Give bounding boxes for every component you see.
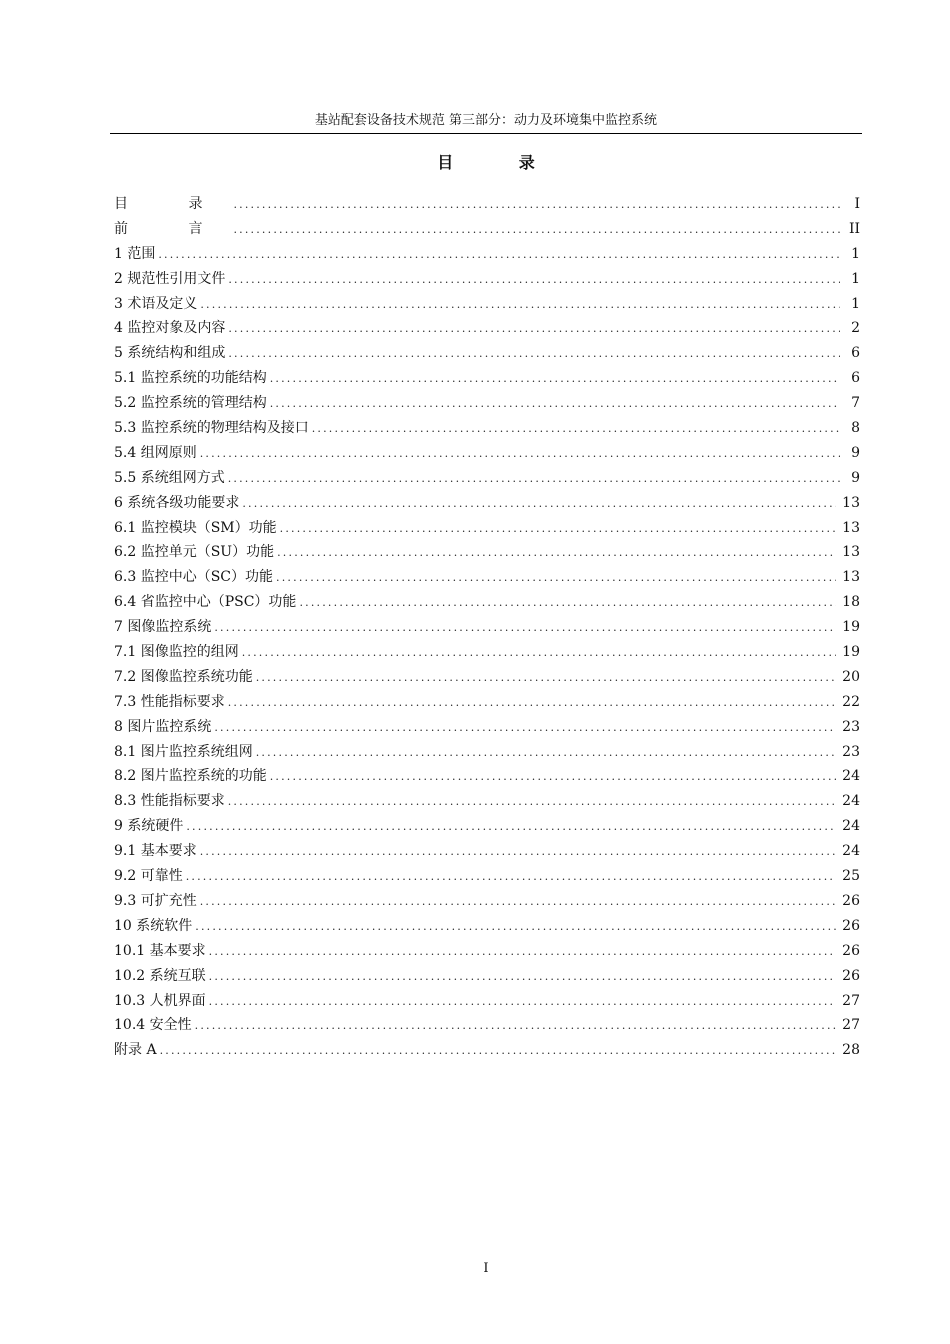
toc-entry-title: 6.1 监控模块（SM）功能 — [114, 519, 277, 536]
toc-dot-leader — [228, 790, 836, 814]
toc-entry-page-number: 24 — [842, 843, 860, 860]
toc-dot-leader — [186, 865, 836, 889]
toc-entry[interactable] — [114, 764, 860, 789]
toc-entry[interactable] — [114, 989, 860, 1014]
toc-entry-title: 7 图像监控系统 — [114, 619, 212, 636]
toc-entry-page-number: 8 — [851, 420, 860, 437]
toc-entry[interactable] — [114, 740, 860, 765]
toc-dot-leader — [200, 840, 836, 864]
toc-entry-page-number: 26 — [842, 942, 860, 959]
toc-entry-page-number: 13 — [842, 544, 860, 561]
toc-entry-title: 9.2 可靠性 — [114, 868, 183, 885]
toc-entry[interactable] — [114, 391, 860, 416]
toc-entry[interactable] — [114, 540, 860, 565]
toc-entry[interactable] — [114, 416, 860, 441]
toc-entry-page-number: 24 — [842, 793, 860, 810]
toc-entry[interactable] — [114, 466, 860, 491]
toc-dot-leader — [228, 691, 836, 715]
toc-entry-page-number: 27 — [842, 1017, 860, 1034]
toc-entry-page-number: 9 — [851, 469, 860, 486]
toc-entry-page-number: 26 — [842, 892, 860, 909]
toc-entry-page-number: 9 — [851, 444, 860, 461]
toc-dot-leader — [228, 467, 840, 491]
toc-entry[interactable] — [114, 1013, 860, 1038]
toc-entry[interactable] — [114, 615, 860, 640]
toc-entry[interactable] — [114, 715, 860, 740]
toc-entry-title: 5.5 系统组网方式 — [114, 469, 225, 486]
toc-dot-leader — [233, 193, 840, 217]
toc-dot-leader — [200, 293, 840, 317]
toc-dot-leader — [228, 268, 840, 292]
toc-dot-leader — [195, 915, 836, 939]
toc-dot-leader — [233, 218, 840, 242]
toc-entry[interactable] — [114, 292, 860, 317]
toc-entry[interactable] — [114, 889, 860, 914]
toc-entry-title: 目 录 — [114, 196, 231, 212]
toc-entry-title: 5.2 监控系统的管理结构 — [114, 395, 267, 412]
toc-entry-title: 5.4 组网原则 — [114, 444, 197, 461]
toc-entry-page-number: I — [854, 196, 860, 212]
toc-entry-page-number: 24 — [842, 818, 860, 835]
toc-entry[interactable] — [114, 441, 860, 466]
header-divider — [110, 133, 862, 134]
toc-dot-leader — [270, 367, 840, 391]
toc-entry-title: 8.2 图片监控系统的功能 — [114, 768, 267, 785]
toc-dot-leader — [186, 815, 836, 839]
toc-entry-page-number: 19 — [842, 644, 860, 661]
toc-entry[interactable] — [114, 914, 860, 939]
toc-entry[interactable] — [114, 814, 860, 839]
toc-entry-page-number: 1 — [851, 270, 860, 287]
toc-entry-title: 5.3 监控系统的物理结构及接口 — [114, 420, 309, 437]
toc-dot-leader — [158, 243, 840, 267]
toc-entry-title: 4 监控对象及内容 — [114, 320, 226, 337]
toc-entry-title: 10.3 人机界面 — [114, 992, 206, 1009]
toc-entry-title: 10.2 系统互联 — [114, 967, 206, 984]
toc-entry-title: 9 系统硬件 — [114, 818, 184, 835]
toc-entry[interactable] — [114, 516, 860, 541]
toc-entry-title: 5 系统结构和组成 — [114, 345, 226, 362]
toc-entry[interactable] — [114, 491, 860, 516]
toc-entry-title: 6.3 监控中心（SC）功能 — [114, 569, 274, 586]
toc-entry-title: 7.2 图像监控系统功能 — [114, 668, 253, 685]
toc-dot-leader — [276, 566, 836, 590]
toc-entry-title: 3 术语及定义 — [114, 295, 198, 312]
toc-dot-leader — [200, 442, 840, 466]
toc-entry[interactable] — [114, 789, 860, 814]
toc-entry-page-number: 18 — [842, 594, 860, 611]
toc-entry[interactable] — [114, 217, 860, 242]
toc-dot-leader — [209, 965, 837, 989]
toc-entry-page-number: 1 — [851, 245, 860, 262]
toc-dot-leader — [228, 317, 840, 341]
toc-entry[interactable] — [114, 939, 860, 964]
toc-entry[interactable] — [114, 839, 860, 864]
toc-entry-page-number: 13 — [842, 494, 860, 511]
toc-entry[interactable] — [114, 565, 860, 590]
toc-dot-leader — [277, 541, 836, 565]
toc-entry-title: 5.1 监控系统的功能结构 — [114, 370, 267, 387]
toc-entry-page-number: 19 — [842, 619, 860, 636]
toc-dot-leader — [270, 765, 836, 789]
toc-dot-leader — [299, 591, 836, 615]
toc-entry-page-number: 23 — [842, 718, 860, 735]
toc-dot-leader — [280, 517, 837, 541]
toc-entry[interactable] — [114, 640, 860, 665]
toc-entry[interactable] — [114, 316, 860, 341]
toc-entry-page-number: 28 — [842, 1042, 860, 1059]
toc-entry-page-number: 25 — [842, 868, 860, 885]
toc-dot-leader — [256, 741, 836, 765]
toc-dot-leader — [214, 616, 836, 640]
toc-entry-page-number: 7 — [851, 395, 860, 412]
toc-entry-title: 前 言 — [114, 220, 231, 237]
toc-dot-leader — [256, 666, 836, 690]
toc-entry[interactable] — [114, 964, 860, 989]
toc-entry[interactable] — [114, 192, 860, 217]
toc-entry-title: 10 系统软件 — [114, 917, 193, 934]
toc-dot-leader — [214, 716, 836, 740]
toc-entry-title: 7.3 性能指标要求 — [114, 693, 225, 710]
toc-entry-page-number: 27 — [842, 992, 860, 1009]
toc-entry[interactable] — [114, 267, 860, 292]
toc-entry-page-number: 2 — [851, 320, 860, 337]
toc-entry[interactable] — [114, 690, 860, 715]
toc-dot-leader — [242, 641, 836, 665]
toc-entry-title: 9.3 可扩充性 — [114, 892, 197, 909]
toc-entry-title: 8.1 图片监控系统组网 — [114, 743, 253, 760]
toc-dot-leader — [312, 417, 840, 441]
toc-dot-leader — [209, 990, 837, 1014]
toc-entry-page-number: 1 — [851, 295, 860, 312]
toc-entry-title: 8 图片监控系统 — [114, 718, 212, 735]
toc-entry-title: 6.2 监控单元（SU）功能 — [114, 544, 275, 561]
toc-entry-page-number: 20 — [842, 668, 860, 685]
toc-entry[interactable] — [114, 341, 860, 366]
toc-entry-page-number: 13 — [842, 519, 860, 536]
toc-entry-page-number: 23 — [842, 743, 860, 760]
toc-entry-title: 7.1 图像监控的组网 — [114, 644, 239, 661]
toc-dot-leader — [228, 342, 840, 366]
toc-dot-leader — [195, 1014, 837, 1038]
toc-dot-leader — [200, 890, 836, 914]
toc-entry-page-number: 6 — [851, 370, 860, 387]
toc-entry-page-number: 6 — [851, 345, 860, 362]
toc-entry[interactable] — [114, 366, 860, 391]
toc-entry-page-number: 13 — [842, 569, 860, 586]
toc-entry-title: 附录 A — [114, 1042, 157, 1059]
toc-dot-leader — [270, 392, 840, 416]
toc-entry-title: 10.1 基本要求 — [114, 942, 206, 959]
toc-entry-title: 10.4 安全性 — [114, 1017, 192, 1034]
toc-entry[interactable] — [114, 242, 860, 267]
toc-entry-page-number: 24 — [842, 768, 860, 785]
toc-dot-leader — [160, 1039, 837, 1063]
toc-entry[interactable] — [114, 1038, 860, 1063]
toc-entry-page-number: 26 — [842, 967, 860, 984]
toc-dot-leader — [209, 940, 837, 964]
toc-entry-page-number: II — [848, 220, 860, 237]
running-header-title: 基站配套设备技术规范 第三部分：动力及环境集中监控系统 — [314, 113, 658, 128]
toc-entry-title: 6 系统各级功能要求 — [114, 494, 240, 511]
table-of-contents — [114, 192, 860, 1063]
page-number: I — [483, 1261, 489, 1276]
toc-dot-leader — [242, 492, 836, 516]
toc-entry-page-number: 26 — [842, 917, 860, 934]
toc-entry-title: 2 规范性引用文件 — [114, 270, 226, 287]
toc-heading: 目 录 — [437, 153, 565, 172]
toc-entry-title: 1 范围 — [114, 245, 156, 262]
toc-entry-page-number: 22 — [842, 693, 860, 710]
toc-entry-title: 8.3 性能指标要求 — [114, 793, 225, 810]
toc-entry[interactable] — [114, 590, 860, 615]
toc-entry[interactable] — [114, 864, 860, 889]
toc-entry-title: 9.1 基本要求 — [114, 843, 197, 860]
toc-entry-title: 6.4 省监控中心（PSC）功能 — [114, 594, 297, 611]
toc-entry[interactable] — [114, 665, 860, 690]
